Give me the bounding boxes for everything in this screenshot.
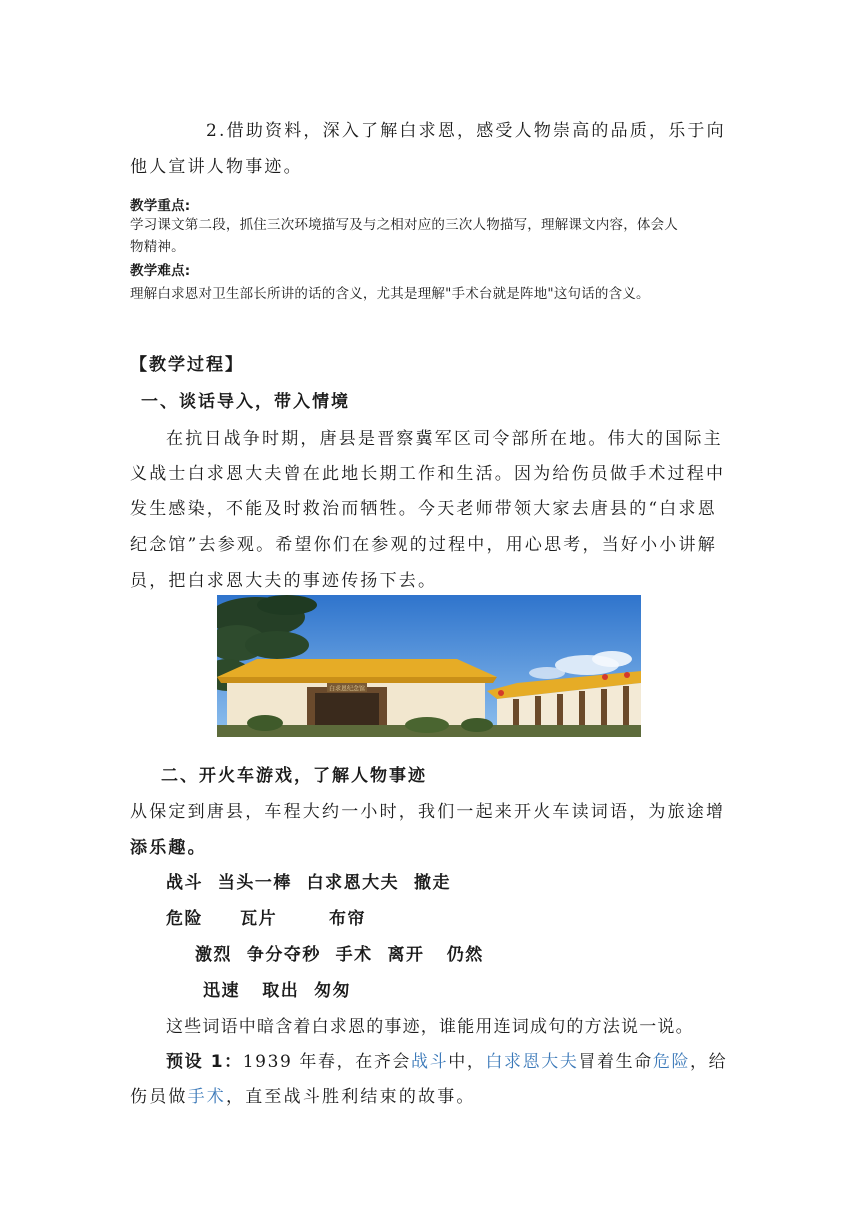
difficulties-line-1: 理解白求恩对卫生部长所讲的话的含义，尤其是理解"手术台就是阵地"这句话的含义。 — [130, 286, 650, 302]
difficulties-heading: 教学难点: — [130, 263, 191, 279]
vocab-row-3: 激烈 争分夺秒 手术 离开 仍然 — [195, 945, 484, 965]
section-2-line-1: 从保定到唐县，车程大约一小时，我们一起来开火车读词语，为旅途增 — [130, 802, 726, 822]
keyword-shoushu: 手术 — [187, 1087, 227, 1107]
plaque-text: 白求恩纪念馆 — [328, 685, 366, 693]
key-points-line-1: 学习课文第二段，抓住三次环境描写及与之相对应的三次人物描写，理解课文内容，体会人 — [130, 217, 678, 233]
vocab-row-4: 迅速 取出 匆匆 — [203, 981, 352, 1001]
section-1-title: 一、谈话导入，带入情境 — [141, 392, 350, 412]
keyword-zhandou: 战斗 — [411, 1052, 449, 1072]
memorial-hall-photo — [217, 595, 641, 737]
section-2-line-2: 添乐趣。 — [130, 838, 207, 858]
section-1-line-5: 员，把白求恩大夫的事迹传扬下去。 — [130, 571, 438, 591]
key-points-heading: 教学重点: — [130, 198, 191, 214]
preset-text: ，给 — [690, 1052, 728, 1072]
preset-text: 伤员做 — [130, 1087, 188, 1107]
keyword-weixian: 危险 — [652, 1052, 691, 1072]
section-1-line-4: 纪念馆”去参观。希望你们在参观的过程中，用心思考，当好小小讲解 — [130, 535, 717, 555]
vocab-row-2: 危险 瓦片 布帘 — [166, 909, 367, 929]
preset-text: 中， — [448, 1052, 486, 1072]
objective-line-1: 2.借助资料，深入了解白求恩，感受人物崇高的品质，乐于向 — [206, 121, 726, 141]
section-2-title: 二、开火车游戏，了解人物事迹 — [161, 766, 427, 786]
vocab-row-1: 战斗 当头一棒 白求恩大夫 撤走 — [166, 873, 452, 893]
section-1-line-1: 在抗日战争时期，唐县是晋察冀军区司令部所在地。伟大的国际主 — [166, 429, 723, 449]
section-1-line-3: 发生感染，不能及时救治而牺牲。今天老师带领大家去唐县的“白求恩 — [130, 499, 717, 519]
preset-text: 冒着生命 — [578, 1052, 653, 1072]
key-points-line-2: 物精神。 — [130, 239, 185, 255]
preset-line-1 — [166, 1047, 727, 1072]
section-1-line-2: 义战士白求恩大夫曾在此地长期工作和生活。因为给伤员做手术过程中 — [130, 464, 726, 484]
preset-text: 1939 年春，在齐会 — [242, 1052, 412, 1072]
preset-line-2 — [130, 1082, 476, 1107]
prompt-text: 这些词语中暗含着白求恩的事迹，谁能用连词成句的方法说一说。 — [166, 1017, 694, 1037]
preset-text: ，直至战斗胜利结束的故事。 — [226, 1087, 476, 1107]
keyword-bethune: 白求恩大夫 — [485, 1052, 579, 1072]
preset-label: 预设 1： — [166, 1052, 243, 1072]
objective-line-2: 他人宣讲人物事迹。 — [130, 157, 303, 177]
process-heading: 【教学过程】 — [130, 355, 244, 375]
